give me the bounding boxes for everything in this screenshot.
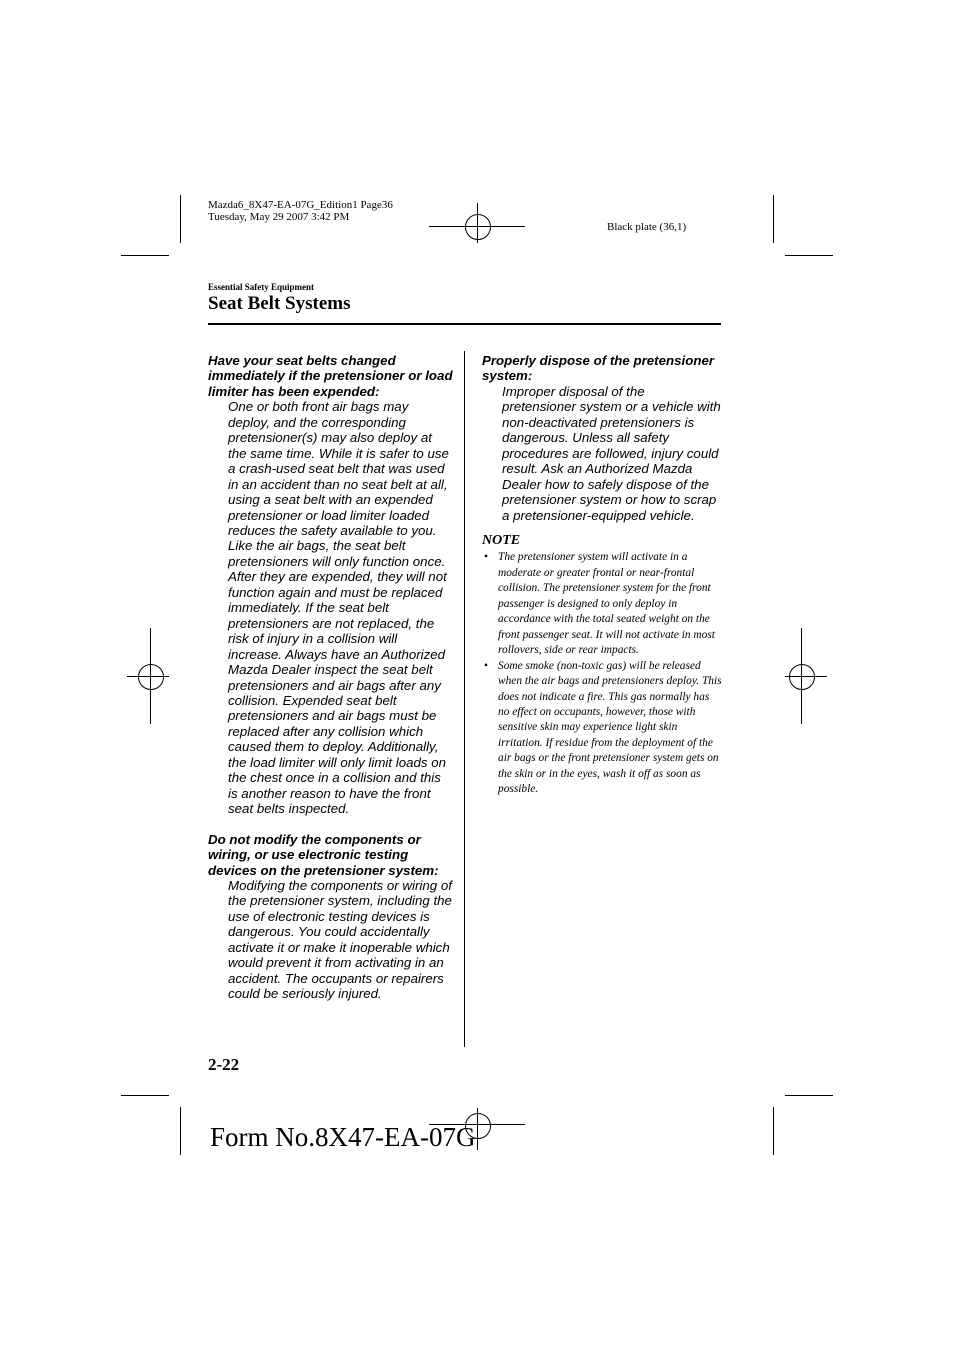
warning-body: Modifying the components or wiring of the pretensioner system, including the use of electronic testing devices is dangerous. You could accidentally activate it or make it inoperable which would prevent it from activating in an accident. The occupants or repairers could be seriously injured. [228,877,452,1002]
print-header [208,199,393,223]
note-text: Some smoke (non-toxic gas) will be released when the air bags and pretensioners deploy. This does not indicate a fire. This gas normally has no effect on occupants, however, those with sensitive skin may experience light skin irritation. If residue from the deployment of the air bags or the front pretensioner system gets on the skin or in the eyes, wash it off as soon as possible. [498,659,722,796]
crop-mark [121,1095,169,1096]
bullet-icon: • [484,659,488,672]
crop-mark [785,255,833,256]
note-item [482,550,722,658]
section-label: Essential Safety Equipment [208,282,315,292]
warning-block [482,353,722,523]
page-number: 2-22 [208,1055,240,1074]
warning-block [208,353,453,817]
crop-mark [773,195,774,243]
crop-mark [180,1107,181,1155]
warning-body: Improper disposal of the pretensioner system or a vehicle with non-deactivated pretensioners is dangerous. Unless all safety procedures are followed, injury could result. Ask an Authorized Mazda Dealer how to safely dispose of the pretensioner system or how to scrap a pretensioner-equipped vehicle. [502,383,721,523]
crop-mark [785,1095,833,1096]
crop-mark [180,195,181,243]
warning-block [208,832,453,1002]
print-header-line2: Tuesday, May 29 2007 3:42 PM [208,211,350,223]
crop-mark [773,1107,774,1155]
note-text: The pretensioner system will activate in a moderate or greater frontal or near-frontal collision. The pretensioner system for the front passenger is designed to only deploy in accordance with the total seated weight on the front passenger seat. It will not activate in most rollovers, side or rear impacts. [498,551,715,657]
note-item [482,659,722,798]
note-heading: NOTE [482,532,521,548]
right-column [482,353,722,798]
warning-heading: Do not modify the components or wiring, or use electronic testing devices on the pretensioner system: [208,831,439,878]
print-header-line1: Mazda6_8X47-EA-07G_Edition1 Page36 [208,199,393,211]
warning-body: One or both front air bags may deploy, and the corresponding pretensioner(s) may also deploy at the same time. While it is safer to use a crash-used seat belt that was used in an accident than no seat belt at all, using a seat belt with an expended pretensioner or load limiter loaded reduces the safety available to you. Like the air bags, the seat belt pretensioners will only function once. After they are expended, they will not function again and must be replaced immediately. If the seat belt pretensioners are not replaced, the risk of injury in a collision will increase. Always have an Authorized Mazda Dealer inspect the seat belt pretensioners and air bags after any collision. Expended seat belt pretensioners and air bags must be replaced after any collision which caused them to deploy. Additionally, the load limiter will only limit loads on the chest once in a collision and this is another reason to have the front seat belts inspected. [228,399,449,817]
left-column [208,353,453,1002]
form-number: Form No.8X47-EA-07G [210,1122,476,1152]
crop-mark [121,255,169,256]
warning-heading: Properly dispose of the pretensioner system: [482,353,715,384]
note-list [482,550,722,797]
warning-heading: Have your seat belts changed immediately if the pretensioner or load limiter has been expended: [208,353,453,399]
plate-label: Black plate (36,1) [607,221,687,233]
bullet-icon: • [484,551,488,564]
column-divider [464,351,465,1047]
title-rule [208,323,721,325]
page-title: Seat Belt Systems [208,293,351,314]
